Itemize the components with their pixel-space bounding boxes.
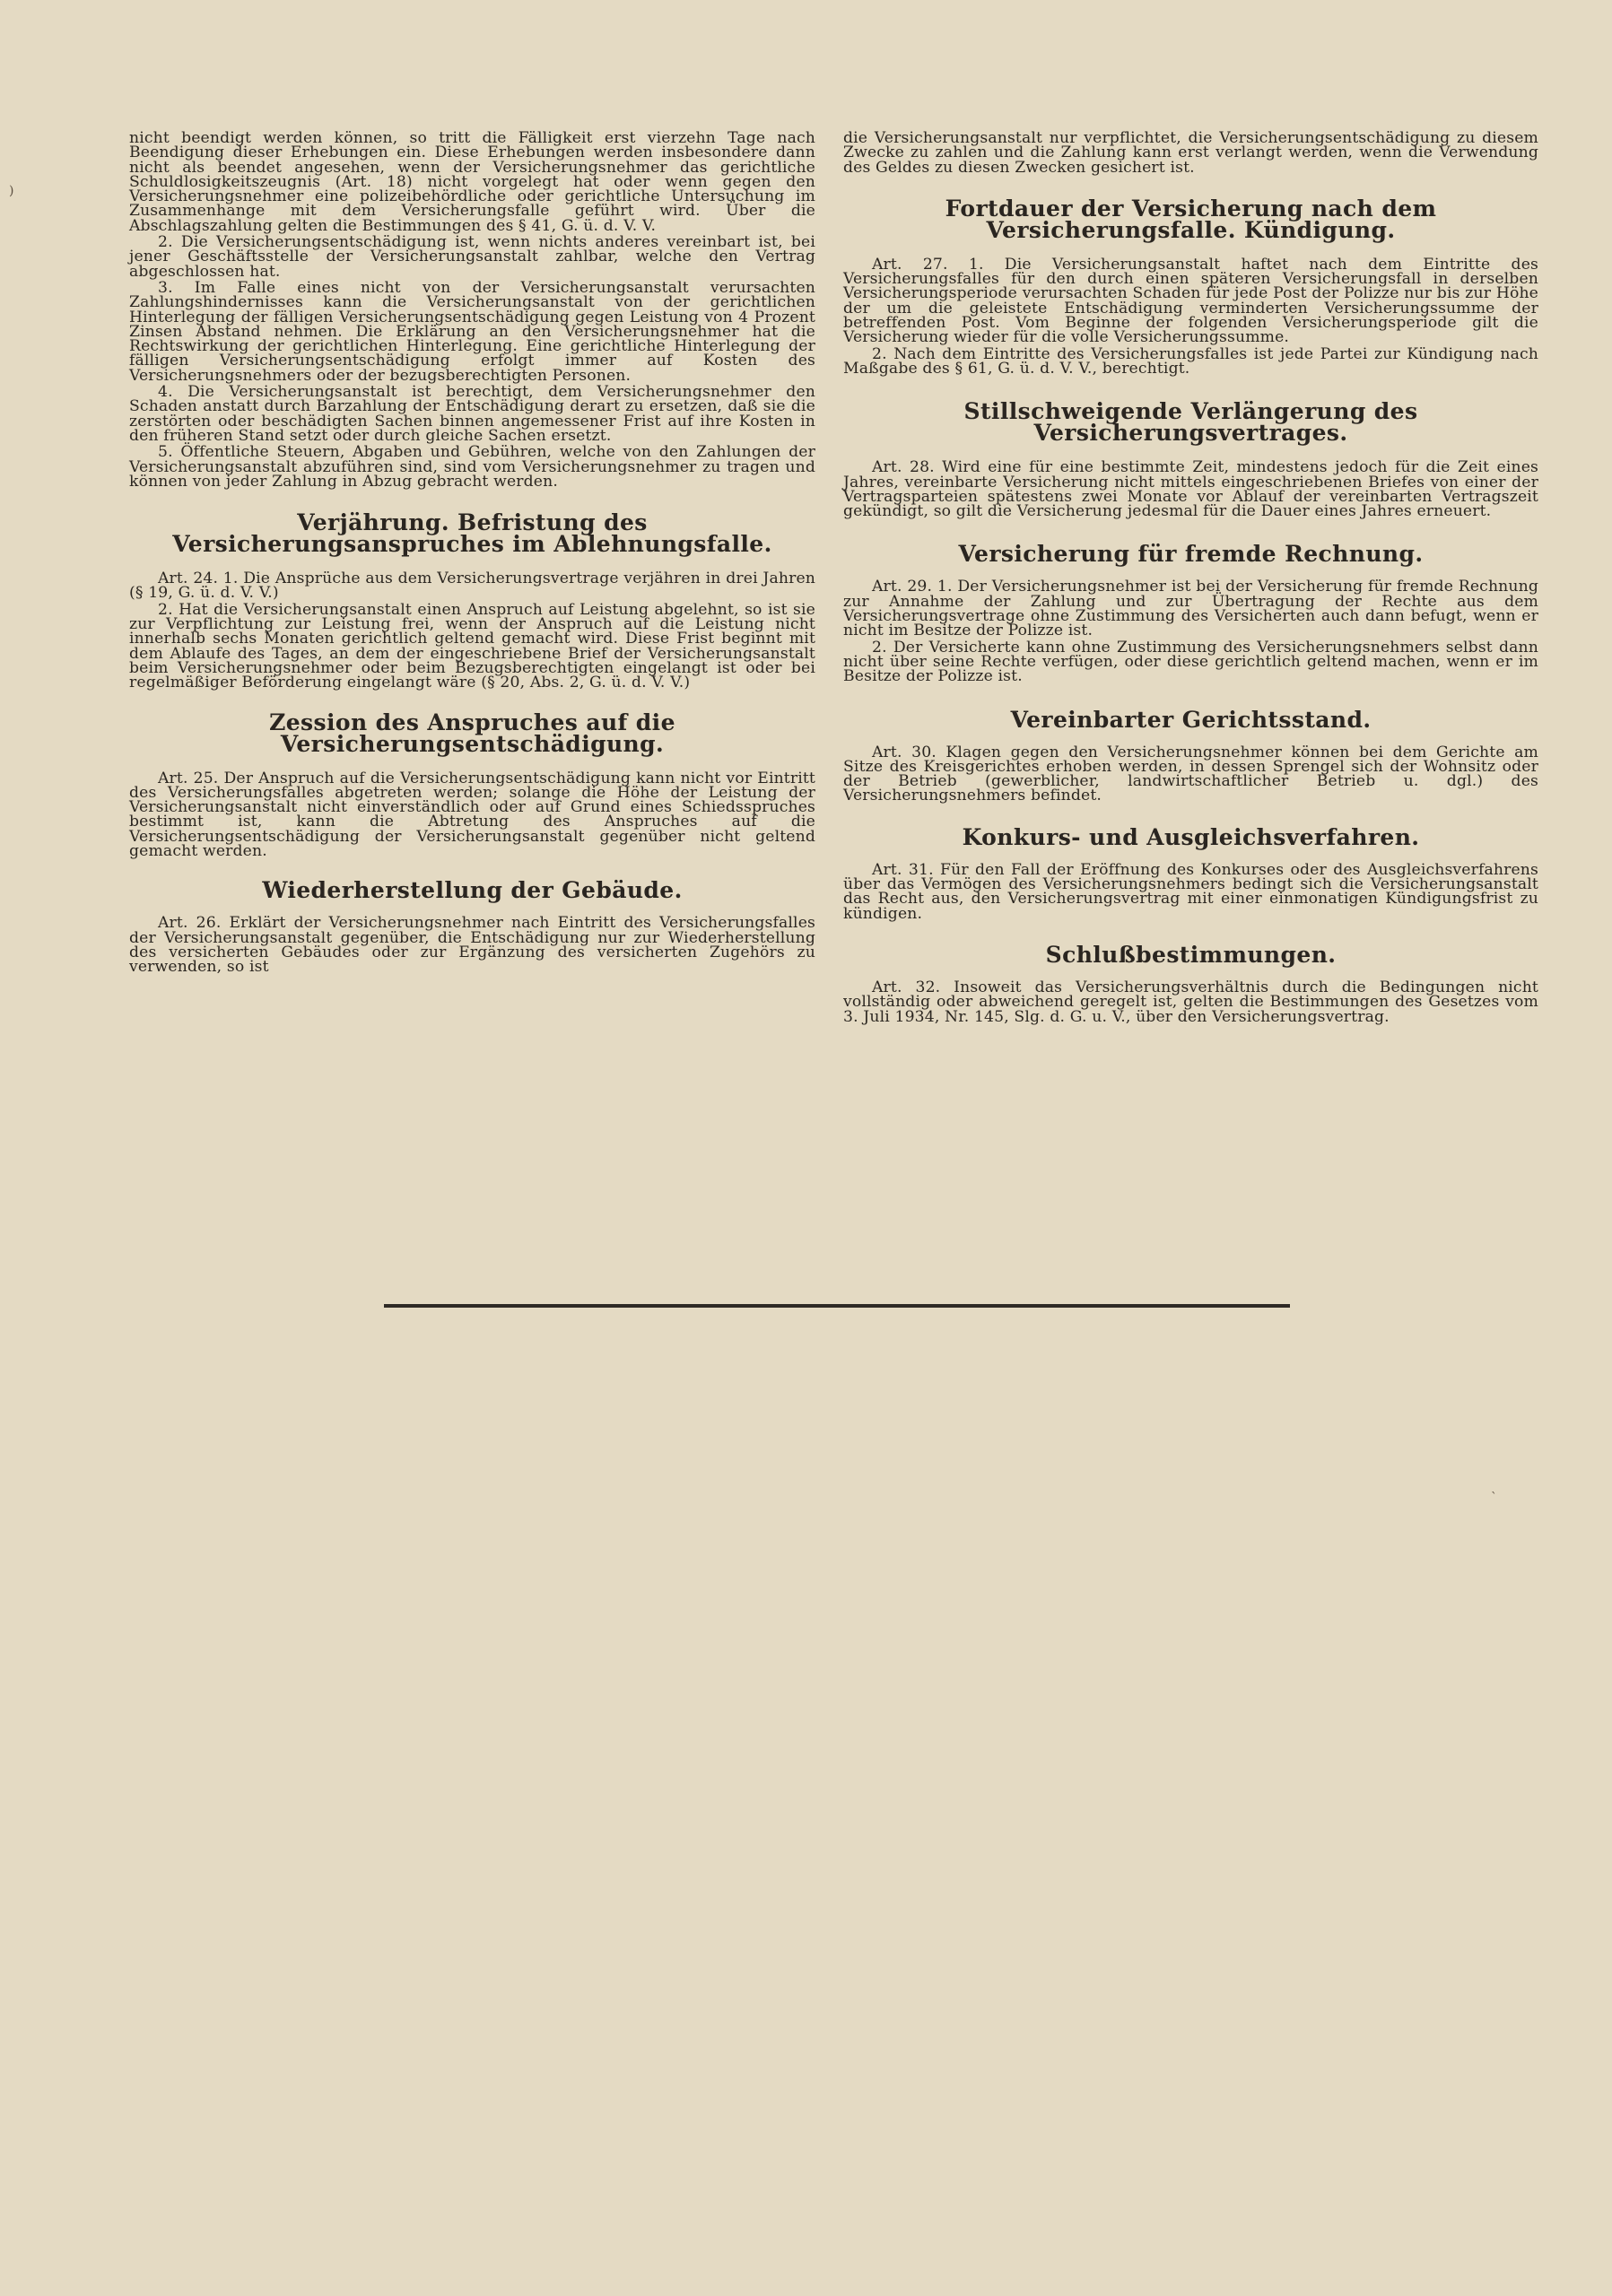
paragraph: 5. Öffentliche Steuern, Abgaben und Gebühren, welche von den Zahlungen der Versicherungsanstalt abzuführen sind, sind vom Versicherungsnehmer zu tragen und können von jeder Zahlung in Abzug gebracht werden. (129, 443, 815, 491)
paragraph: Art. 31. Für den Fall der Eröffnung des Konkurses oder des Ausgleichsverfahrens über das Vermögen des Versicherungsnehmers bedingt sich die Versicherungsanstalt das Recht aus, den Versicherungsvertrag mit einer einmonatigen Kündigungsfrist zu kündigen. (843, 860, 1538, 923)
paragraph: Art. 24. 1. Die Ansprüche aus dem Versicherungsvertrage verjähren in drei Jahren (§ 19, G. ü. d. V. V.) (129, 570, 815, 603)
section-heading: Vereinbarter Gerichtsstand. (1010, 706, 1372, 733)
paragraph: Art. 25. Der Anspruch auf die Versicherungsentschädigung kann nicht vor Eintritt des Versicherungsfalles abgetreten werden; solange die Höhe der Leistung der Versicherungsanstalt nicht einverständlich oder auf Grund eines Schiedsspruches bestimmt ist, kann die Abtretung des Anspruches auf die Versicherungsentschädigung der Versicherungsanstalt gegenüber nicht geltend gemacht werden. (129, 769, 815, 860)
section-heading: Verjährung. Befristung des Versicherungsanspruches im Ablehnungsfalle. (172, 509, 772, 558)
horizontal-rule (384, 1304, 1290, 1308)
section-heading: Stillschweigende Verlängerung des Versicherungsvertrages. (963, 398, 1418, 447)
margin-mark: ` (1491, 1491, 1497, 1505)
section-heading: Versicherung für fremde Rechnung. (958, 541, 1424, 568)
section-heading: Wiederherstellung der Gebäude. (262, 877, 683, 904)
paragraph: die Versicherungsanstalt nur verpflichtet, die Versicherungsentschädigung zu diesem Zwecke zu zahlen und die Zahlung kann erst verlangt werden, wenn die Verwendung des Geldes zu diesen Zwecken gesichert ist. (843, 129, 1538, 177)
section-heading: Fortdauer der Versicherung nach dem Versicherungsfalle. Kündigung. (945, 195, 1437, 243)
paragraph: 2. Der Versicherte kann ohne Zustimmung des Versicherungsnehmers selbst dann nicht über seine Rechte verfügen, oder diese gerichtlich geltend machen, wenn er im Besitze der Polizze ist. (843, 638, 1538, 686)
paragraph: 4. Die Versicherungsanstalt ist berechtigt, dem Versicherungsnehmer den Schaden anstatt durch Barzahlung der Entschädigung derart zu ersetzen, daß sie die zerstörten oder beschädigten Sachen binnen angemessener Frist auf ihre Kosten in den früheren Stand setzt oder durch gleiche Sachen ersetzt. (129, 383, 815, 445)
paragraph: nicht beendigt werden können, so tritt die Fälligkeit erst vierzehn Tage nach Beendigung dieser Erhebungen ein. Diese Erhebungen werden insbesondere dann nicht als beendet angesehen, wenn der Versicherungsnehmer das gerichtliche Schuldlosigkeitszeugnis (Art. 18) nicht vorgelegt hat oder wenn gegen den Versicherungsnehmer eine polizeibehördliche oder gerichtliche Untersuchung im Zusammenhange mit dem Versicherungsfalle geführt wird. Über die Abschlagszahlung gelten die Bestimmungen des § 41, G. ü. d. V. V. (129, 129, 815, 235)
paragraph: 2. Nach dem Eintritte des Versicherungsfalles ist jede Partei zur Kündigung nach Maßgabe des § 61, G. ü. d. V. V., berechtigt. (843, 344, 1538, 378)
paragraph: Art. 29. 1. Der Versicherungsnehmer ist bei der Versicherung für fremde Rechnung zur Annahme der Zahlung und zur Übertragung der Rechte aus dem Versicherungsvertrage ohne Zustimmung des Versicherten auch dann befugt, wenn er nicht im Besitze der Polizze ist. (843, 578, 1538, 640)
margin-mark: ) (9, 184, 14, 198)
section-heading: Schlußbestimmungen. (1045, 941, 1337, 968)
section-heading: Zession des Anspruches auf die Versicherungsentschädigung. (269, 709, 675, 757)
paragraph: Art. 30. Klagen gegen den Versicherungsnehmer können bei dem Gerichte am Sitze des Kreisgerichtes erhoben werden, in dessen Sprengel sich der Wohnsitz oder der Betrieb (gewerblicher, landwirtschaftlicher Betrieb u. dgl.) des Versicherungsnehmers befindet. (843, 743, 1538, 805)
left-column (129, 131, 815, 976)
paragraph: Art. 28. Wird eine für eine bestimmte Zeit, mindestens jedoch für die Zeit eines Jahres, vereinbarte Versicherung nicht mittels eingeschriebenen Briefes von einer der Vertragsparteien spätestens zwei Monate vor Ablauf der vereinbarten Vertragszeit gekündigt, so gilt die Versicherung jedesmal für die Dauer eines Jahres erneuert. (843, 458, 1538, 521)
paragraph: 3. Im Falle eines nicht von der Versicherungsanstalt verursachten Zahlungshindernisses kann die Versicherungsanstalt von der gerichtlichen Hinterlegung der fälligen Versicherungsentschädigung gegen Leistung von 4 Prozent Zinsen Abstand nehmen. Die Erklärung an den Versicherungsnehmer hat die Rechtswirkung der gerichtlichen Hinterlegung. Eine gerichtliche Hinterlegung der fälligen Versicherungsentschädigung erfolgt immer auf Kosten des Versicherungsnehmers oder der bezugsberechtigten Personen. (129, 278, 815, 385)
paragraph: Art. 32. Insoweit das Versicherungsverhältnis durch die Bedingungen nicht vollständig oder abweichend geregelt ist, gelten die Bestimmungen des Gesetzes vom 3. Juli 1934, Nr. 145, Slg. d. G. u. V., über den Versicherungsvertrag. (843, 978, 1538, 1026)
right-column (843, 131, 1538, 1026)
paragraph: Art. 27. 1. Die Versicherungsanstalt haftet nach dem Eintritte des Versicherungsfalles für den durch einen späteren Versicherungsfall in derselben Versicherungsperiode verursachten Schaden für jede Post der Polizze nur bis zur Höhe der um die geleistete Entschädigung verminderten Versicherungssumme der betreffenden Post. Vom Beginne der folgenden Versicherungsperiode gilt die Versicherung wieder für die volle Versicherungssumme. (843, 255, 1538, 347)
paragraph: Art. 26. Erklärt der Versicherungsnehmer nach Eintritt des Versicherungsfalles der Versicherungsanstalt gegenüber, die Entschädigung nur zur Wiederherstellung des versicherten Gebäudes oder zur Ergänzung des versicherten Zugehörs zu verwenden, so ist (129, 914, 815, 977)
section-heading: Konkurs- und Ausgleichsverfahren. (962, 823, 1420, 850)
paragraph: 2. Hat die Versicherungsanstalt einen Anspruch auf Leistung abgelehnt, so ist sie zur Verpflichtung zur Leistung frei, wenn der Anspruch auf die Leistung nicht innerhalb sechs Monaten gerichtlich geltend gemacht wird. Diese Frist beginnt mit dem Ablaufe des Tages, an dem der eingeschriebene Brief der Versicherungsanstalt beim Versicherungsnehmer oder beim Bezugsberechtigten eingelangt ist oder bei regelmäßiger Beförderung eingelangt wäre (§ 20, Abs. 2, G. ü. d. V. V.) (129, 600, 815, 692)
paragraph: 2. Die Versicherungsentschädigung ist, wenn nichts anderes vereinbart ist, bei jener Geschäftsstelle der Versicherungsanstalt zahlbar, welche den Vertrag abgeschlossen hat. (129, 233, 815, 281)
